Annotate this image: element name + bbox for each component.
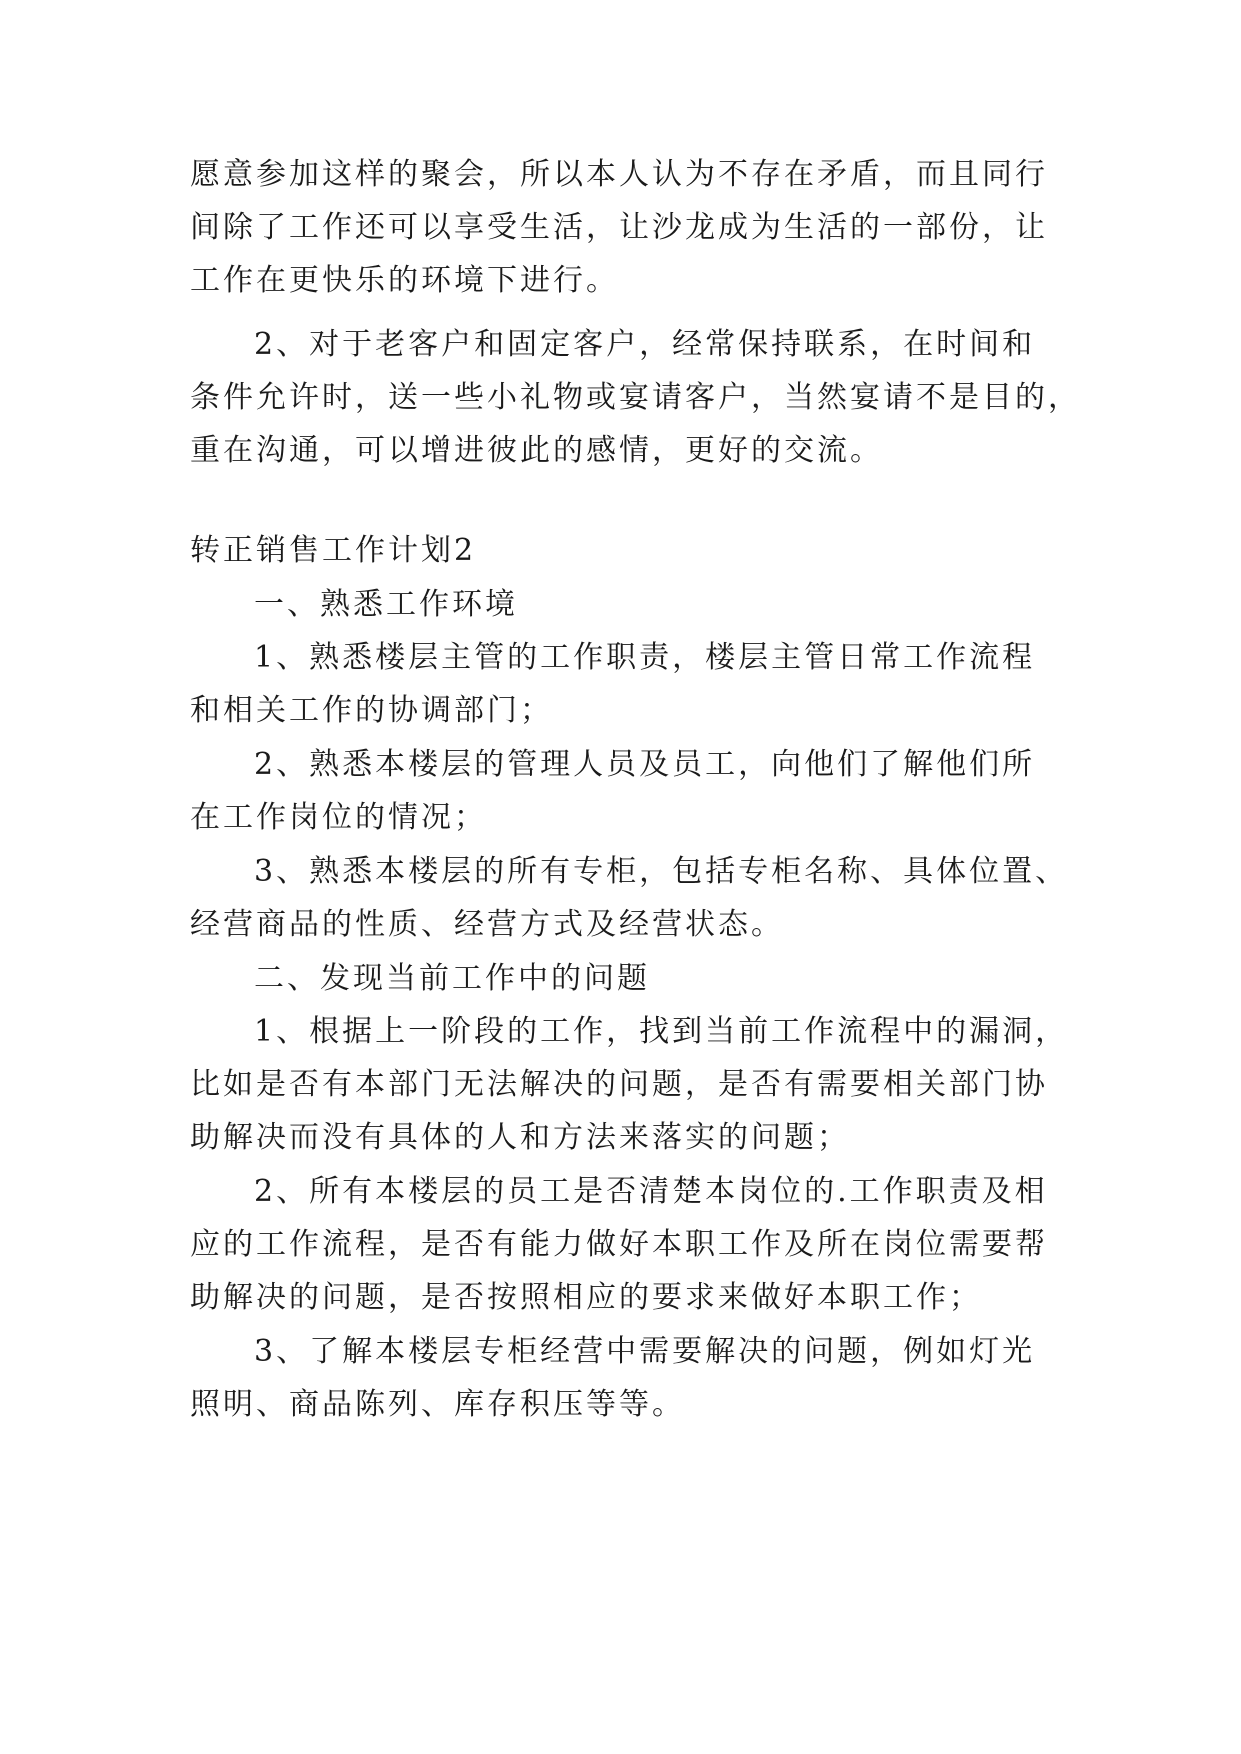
paragraph-line: 间除了工作还可以享受生活，让沙龙成为生活的一部份，让 bbox=[190, 210, 1048, 245]
list-item-line: 助解决而没有具体的人和方法来落实的问题； bbox=[190, 1120, 850, 1155]
list-item-line: 3、熟悉本楼层的所有专柜，包括专柜名称、具体位置、 bbox=[254, 854, 1069, 889]
paragraph-line: 条件允许时，送一些小礼物或宴请客户，当然宴请不是目的， bbox=[190, 380, 1081, 415]
list-item-line: 在工作岗位的情况； bbox=[190, 800, 487, 835]
heading-familiarize-environment: 一、熟悉工作环境 bbox=[254, 587, 518, 622]
list-item-line: 和相关工作的协调部门； bbox=[190, 693, 553, 728]
paragraph-line: 重在沟通，可以增进彼此的感情，更好的交流。 bbox=[190, 433, 883, 468]
list-item-line: 1、熟悉楼层主管的工作职责，楼层主管日常工作流程 bbox=[254, 640, 1036, 675]
paragraph-line: 愿意参加这样的聚会，所以本人认为不存在矛盾，而且同行 bbox=[190, 157, 1048, 192]
list-item-line: 经营商品的性质、经营方式及经营状态。 bbox=[190, 907, 784, 942]
section-title: 转正销售工作计划2 bbox=[190, 533, 477, 568]
list-item-line: 2、所有本楼层的员工是否清楚本岗位的.工作职责及相 bbox=[254, 1174, 1048, 1209]
list-item-line: 1、根据上一阶段的工作，找到当前工作流程中的漏洞， bbox=[254, 1014, 1069, 1049]
paragraph-line: 2、对于老客户和固定客户，经常保持联系，在时间和 bbox=[254, 327, 1036, 362]
list-item-line: 助解决的问题，是否按照相应的要求来做好本职工作； bbox=[190, 1280, 982, 1315]
list-item-line: 3、了解本楼层专柜经营中需要解决的问题，例如灯光 bbox=[254, 1334, 1036, 1369]
paragraph-line: 工作在更快乐的环境下进行。 bbox=[190, 263, 619, 298]
list-item-line: 应的工作流程，是否有能力做好本职工作及所在岗位需要帮 bbox=[190, 1227, 1048, 1262]
list-item-line: 2、熟悉本楼层的管理人员及员工，向他们了解他们所 bbox=[254, 747, 1036, 782]
list-item-line: 比如是否有本部门无法解决的问题，是否有需要相关部门协 bbox=[190, 1067, 1048, 1102]
list-item-line: 照明、商品陈列、库存积压等等。 bbox=[190, 1387, 685, 1422]
heading-find-problems: 二、发现当前工作中的问题 bbox=[254, 961, 650, 996]
